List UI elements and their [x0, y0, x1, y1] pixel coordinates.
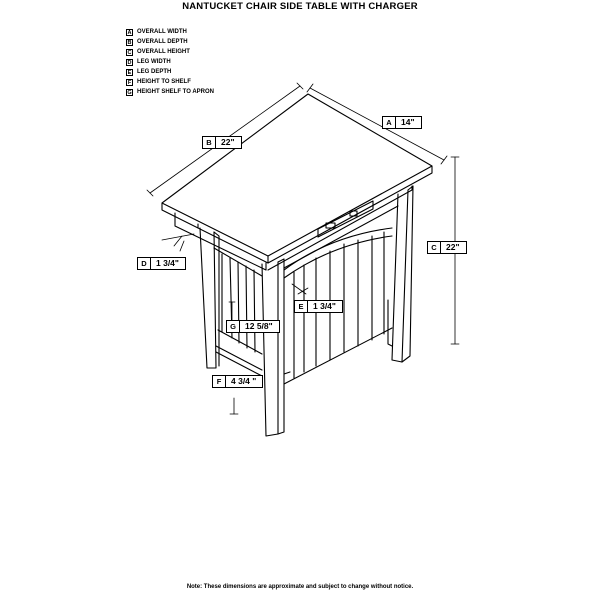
- dimension-key: C: [428, 242, 441, 253]
- bottom-shelf: [216, 346, 290, 376]
- legend-key: F: [127, 79, 132, 86]
- legend-key: A: [127, 29, 132, 36]
- dimension-label-a: [382, 116, 422, 129]
- disclaimer-note: Note: These dimensions are approximate and subject to change without notice.: [186, 584, 414, 590]
- legend-key: G: [127, 89, 132, 96]
- dimension-value: 22": [221, 137, 235, 147]
- dimension-key: E: [295, 301, 308, 312]
- dimension-key: F: [213, 376, 226, 387]
- dimension-label-e: [294, 300, 343, 313]
- dimension-key: D: [138, 258, 151, 269]
- diagram-title: NANTUCKET CHAIR SIDE TABLE WITH CHARGER: [182, 1, 418, 12]
- legend-label: OVERALL DEPTH: [137, 39, 188, 45]
- legend-key: D: [127, 59, 132, 66]
- legend-key: C: [127, 49, 132, 56]
- dimension-label-f: [212, 375, 263, 388]
- legend-key: B: [127, 39, 132, 46]
- dimension-label-g: [226, 320, 280, 333]
- dimension-value: 4 3/4 ": [231, 376, 257, 386]
- dimension-value: 1 3/4": [156, 258, 179, 268]
- legend-label: OVERALL HEIGHT: [137, 49, 190, 55]
- dimension-key: B: [203, 137, 216, 148]
- legend-key: E: [127, 69, 132, 76]
- legend-label: OVERALL WIDTH: [137, 29, 187, 35]
- dimension-value: 1 3/4": [313, 301, 336, 311]
- side-slats: [214, 248, 262, 354]
- dimension-label-c: [427, 241, 467, 254]
- dimension-value: 22": [446, 242, 460, 252]
- dimension-key: G: [227, 321, 240, 332]
- dimension-key: A: [383, 117, 396, 128]
- legend-label: LEG WIDTH: [137, 59, 171, 65]
- dimension-value: 12 5/8": [245, 321, 273, 331]
- dimension-label-b: [202, 136, 242, 149]
- legend-label: LEG DEPTH: [137, 69, 172, 75]
- dimension-value: 14": [401, 117, 415, 127]
- legend-label: HEIGHT TO SHELF: [137, 79, 191, 85]
- dimension-label-d: [137, 257, 186, 270]
- legend-label: HEIGHT SHELF TO APRON: [137, 89, 215, 95]
